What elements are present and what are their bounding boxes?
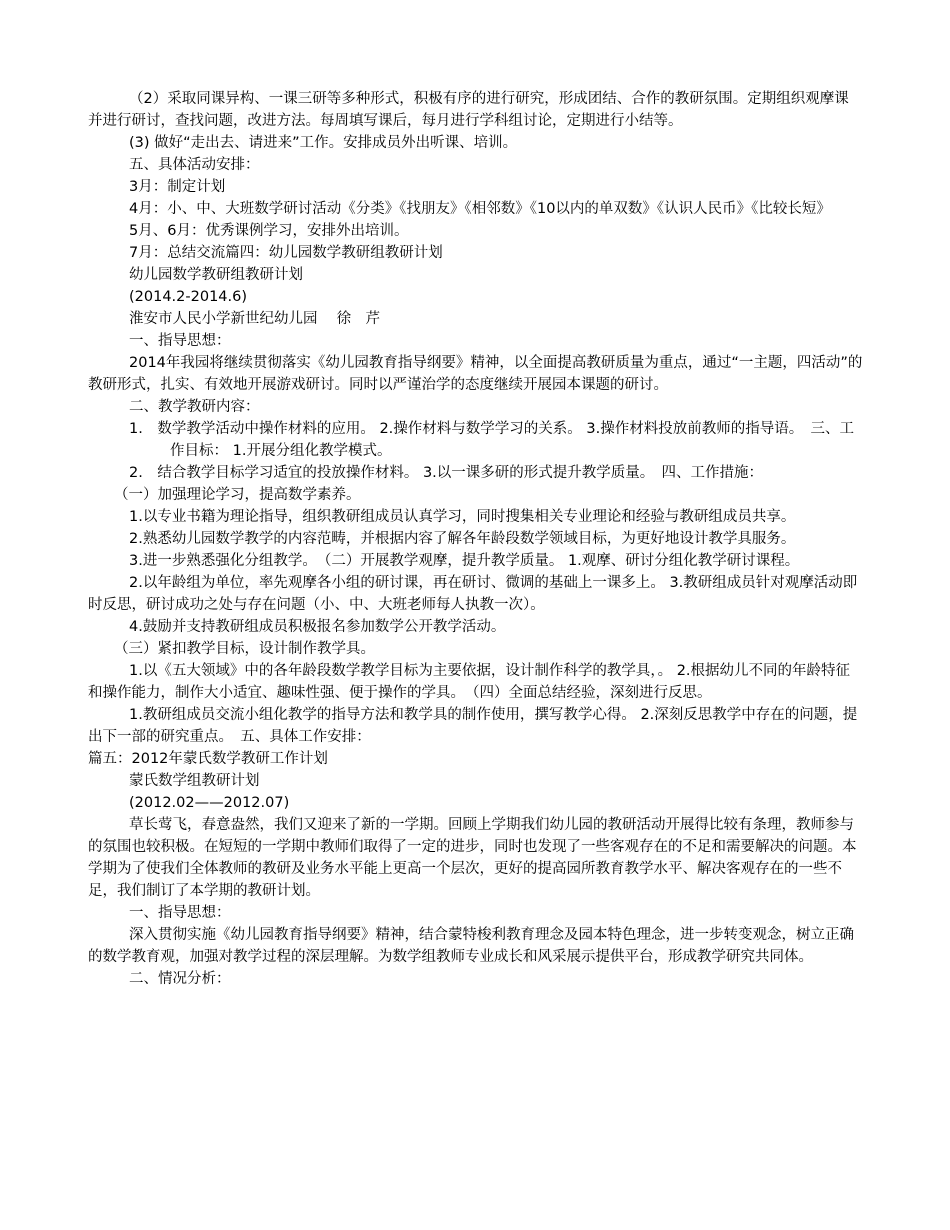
paragraph: 1.以专业书籍为理论指导，组织教研组成员认真学习，同时搜集相关专业理论和经验与教研组成员共享。 bbox=[129, 509, 796, 525]
date-range: (2014.2-2014.6) bbox=[129, 289, 248, 305]
document-title: 幼儿园数学教研组教研计划 bbox=[129, 267, 303, 283]
paragraph: （2）采取同课异构、一课三研等多种形式，积极有序的进行研究，形成团结、合作的教研氛围。定期组织观摩课并进行研讨，查找问题，改进方法。每周填写课后，每月进行学科组讨论，定期进行小结等。 bbox=[88, 91, 849, 129]
paragraph: 3月：制定计划 bbox=[129, 179, 226, 195]
paragraph: 2.熟悉幼儿园数学教学的内容范畴，并根据内容了解各年龄段数学领域目标，为更好地设计教学具服务。 bbox=[129, 531, 796, 547]
paragraph: 1.以《五大领域》中的各年龄段数学教学目标为主要依据，设计制作科学的教学具，。 2.根据幼儿不同的年龄特征和操作能力，制作大小适宜、趣味性强、便于操作的学具。 （四）全面总结经验，深刻进行反思。 bbox=[88, 663, 851, 701]
section-heading: 一、指导思想： bbox=[129, 333, 231, 349]
section-heading: 五、具体活动安排： bbox=[129, 157, 260, 173]
paragraph: (3) 做好“走出去、请进来”工作。安排成员外出听课、培训。 bbox=[129, 135, 518, 151]
section-heading: 二、情况分析： bbox=[129, 971, 231, 987]
chapter-heading: 篇五：2012年蒙氏数学教研工作计划 bbox=[88, 751, 328, 767]
paragraph: 1.教研组成员交流小组化教学的指导方法和教学具的制作使用，撰写教学心得。 2.深刻反思教学中存在的问题，提出下一部的研究重点。 五、具体工作安排： bbox=[88, 707, 858, 745]
paragraph: 3.进一步熟悉强化分组教学。 （二）开展教学观摩，提升教学质量。 1.观摩、研讨分组化教学研讨课程。 bbox=[129, 553, 800, 569]
document-body bbox=[88, 88, 863, 990]
author-line: 淮安市人民小学新世纪幼儿园 徐 芹 bbox=[129, 311, 381, 327]
paragraph: 2.以年龄组为单位，率先观摩各小组的研讨课，再在研讨、微调的基础上一课多上。 3.教研组成员针对观摩活动即时反思，研讨成功之处与存在问题（小、中、大班老师每人执教一次）。 bbox=[88, 575, 858, 613]
document-title: 蒙氏数学组教研计划 bbox=[129, 773, 260, 789]
section-heading: 一、指导思想： bbox=[129, 905, 231, 921]
paragraph: 4.鼓励并支持教研组成员积极报名参加数学公开教学活动。 bbox=[129, 619, 506, 635]
paragraph: 2. 结合教学目标学习适宜的投放操作材料。 3.以一课多研的形式提升教学质量。 四、工作措施： bbox=[129, 465, 764, 481]
paragraph: 1. 数学教学活动中操作材料的应用。 2.操作材料与数学学习的关系。 3.操作材料投放前教师的指导语。 三、工作目标： 1.开展分组化教学模式。 bbox=[129, 421, 854, 459]
paragraph: 4月：小、中、大班数学研讨活动《分类》《找朋友》《相邻数》《10以内的单双数》《认识人民币》《比较长短》 bbox=[129, 201, 831, 217]
paragraph: 5月、6月：优秀课例学习，安排外出培训。 bbox=[129, 223, 409, 239]
paragraph: 草长莺飞，春意盎然，我们又迎来了新的一学期。回顾上学期我们幼儿园的教研活动开展得比较有条理，教师参与的氛围也较积极。在短短的一学期中教师们取得了一定的进步，同时也发现了一些客观存在的不足和需要解决的问题。本学期为了使我们全体教师的教研及业务水平能上更高一个层次，更好的提高园所教育教学水平、解决客观存在的一些不足，我们制订了本学期的教研计划。 bbox=[88, 817, 857, 899]
subsection-heading: （三）紧扣教学目标，设计制作教学具。 bbox=[114, 641, 375, 657]
paragraph: 2014年我园将继续贯彻落实《幼儿园教育指导纲要》精神，以全面提高教研质量为重点，通过“一主题，四活动”的教研形式，扎实、有效地开展游戏研讨。同时以严谨治学的态度继续开展园本课题的研讨。 bbox=[88, 355, 863, 393]
subsection-heading: （一）加强理论学习，提高数学素养。 bbox=[114, 487, 361, 503]
paragraph: 深入贯彻实施《幼儿园教育指导纲要》精神，结合蒙特梭利教育理念及园本特色理念，进一步转变观念，树立正确的数学教育观，加强对教学过程的深层理解。为数学组教师专业成长和风采展示提供平台，形成教学研究共同体。 bbox=[88, 927, 854, 965]
date-range: (2012.02——2012.07) bbox=[129, 795, 290, 811]
section-heading: 二、教学教研内容： bbox=[129, 399, 260, 415]
paragraph: 7月：总结交流篇四：幼儿园数学教研组教研计划 bbox=[129, 245, 443, 261]
